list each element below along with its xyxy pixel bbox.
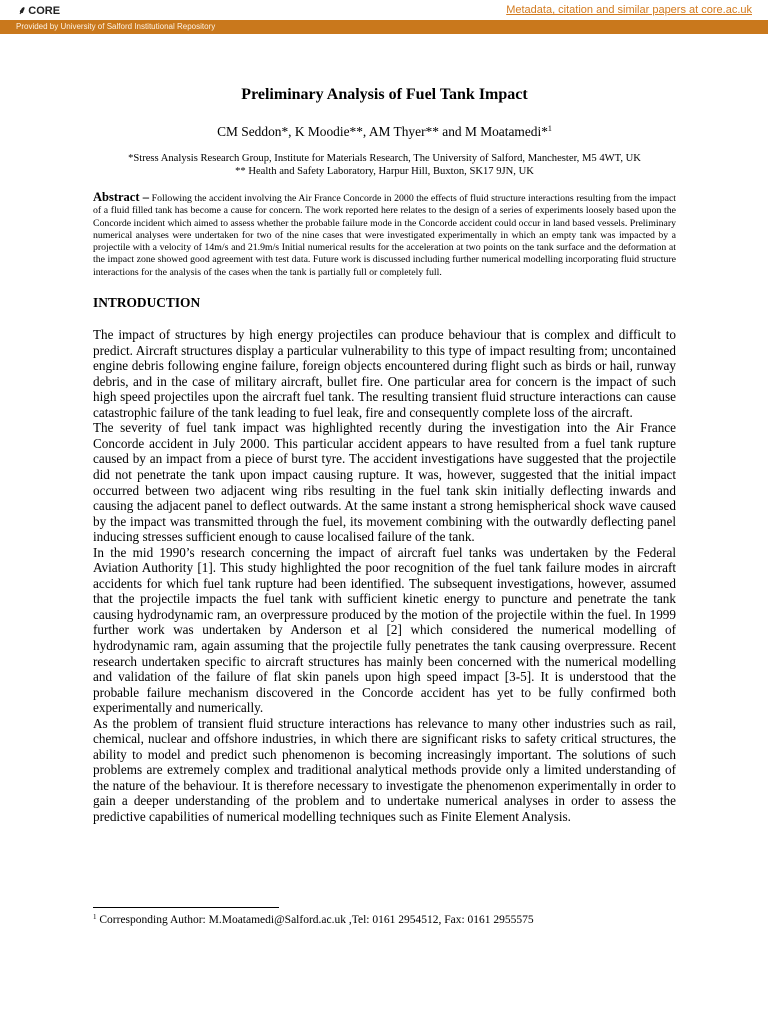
authors-footnote-mark: 1 [547,124,552,133]
footnote-mark: 1 [93,913,97,921]
core-logo[interactable] [18,3,60,18]
intro-paragraph-3: In the mid 1990’s research concerning the impact of aircraft fuel tanks was undertaken by the Federal Aviation Authority [1]. This study highlighted the poor recognition of the fuel tank failure modes in aircraft accidents for which fuel tank rupture had been identified. The subsequent investigations, however, assumed that the projectile impacts the fuel tank with sufficient kinetic energy to puncture and penetrate the tank causing hydrodynamic ram, an overpressure produced by the motion of the projectile within the fuel. In 1999 further work was undertaken by Anderson et al [2] which considered the numerical modelling of hydrodynamic ram, again assuming that the projectile fully penetrates the tank causing overpressure. Recent research undertaken specific to aircraft structures has mainly been concerned with the numerical modelling and validation of the failure of flat skin panels upon high speed impact [3-5]. It is understood that the probable failure mechanism discovered in the Concorde accident has yet to be fully confirmed both experimentally and numerically. [93,544,676,716]
footnote [93,913,534,926]
repository-bar [0,20,768,34]
footnote-divider [93,907,279,908]
affiliation-2: ** Health and Safety Laboratory, Harpur Hill, Buxton, SK17 9JN, UK [235,166,534,177]
intro-paragraph-2: The severity of fuel tank impact was highlighted recently during the investigation into the Air France Concorde accident in July 2000. This particular accident appears to have resulted from a fuel tank rupture caused by an impact from a piece of burst tyre. The accident investigations have suggested that the projectile did not penetrate the tank upon impact causing rupture. It was, however, suggested that the initial impact occurred between two adjacent wing ribs resulting in the fuel tank skin initially deflecting inwards and causing the adjacent panel to deflect outwards. At the same instant a strong hemispherical shock wave caused by the impact was transmitted through the fuel, its movement combining with the outwardly deflecting panel inducing stresses sufficient enough to cause localised failure of the tank. [93,420,676,545]
core-logo-text: CORE [28,4,61,17]
paper-title: Preliminary Analysis of Fuel Tank Impact [241,86,528,103]
abstract-text: Following the accident involving the Air France Concorde in 2000 the effects of fluid structure interactions resulting from the impact of a fluid filled tank has become a cause for concern. The work reported here relates to the design of a series of experiments loosely based upon the Concorde incident which aimed to assess whether the probable failure mode in the Concorde accident could occur in land based vessels. Preliminary numerical analyses were undertaken for two of the nine cases that were investigated experimentally in which an empty tank was impacted by a projectile with a velocity of 14m/s and 21.9m/s Initial numerical results for the acceleration at two points on the tank surface and the deformation at the impact zone showed good agreement with test data. Future work is discussed including further numerical modelling incorporating fluid structure interactions for the analysis of the cases when the tank is partially full or completely full. [93,193,677,278]
abstract [93,191,676,279]
core-symbol-icon: ⸙ [18,5,27,17]
affiliation-1: *Stress Analysis Research Group, Institute for Materials Research, The University of Salford, Manchester, M5 4WT, UK [128,153,641,164]
core-header-bar [0,0,768,21]
footnote-text: Corresponding Author: M.Moatamedi@Salford.ac.uk ,Tel: 0161 2954512, Fax: 0161 2955575 [96,914,534,926]
authors-text: CM Seddon*, K Moodie**, AM Thyer** and M Moatamedi* [217,124,548,139]
paper-authors [93,124,676,140]
repository-text: Provided by University of Salford Institutional Repository [16,22,216,31]
paper-page [93,86,676,825]
abstract-label: Abstract – [93,190,150,204]
intro-paragraph-4: As the problem of transient fluid structure interactions has relevance to many other industries such as rail, chemical, nuclear and offshore industries, in which there are significant risks to safety critical structures, the ability to model and predict such phenomenon is becoming increasingly important. The solutions of such problems are extremely complex and traditional analytical methods provide only a limited understanding of the nature of the behaviour. It is therefore necessary to investigate the phenomenon experimentally in order to gain a deeper understanding of the problem and to undertake numerical analyses in order to assess the predictive capabilities of numerical modelling techniques such as Finite Element Analysis. [93,715,676,825]
intro-paragraph-1: The impact of structures by high energy projectiles can produce behaviour that is complex and difficult to predict. Aircraft structures display a particular vulnerability to this type of impact resulting from; uncontained engine debris following engine failure, foreign objects encountered during flight such as birds or hail, runway debris, and in the case of military aircraft, bullet fire. One particular area for concern is the impact of such high speed projectiles upon the aircraft fuel tank. The resulting transient fluid structure interactions can cause catastrophic failure of the tank leading to fuel leak, fire and consequently complete loss of the aircraft. [93,327,676,420]
section-heading-introduction: INTRODUCTION [93,295,201,311]
core-metadata-link[interactable]: Metadata, citation and similar papers at core.ac.uk [506,4,752,16]
